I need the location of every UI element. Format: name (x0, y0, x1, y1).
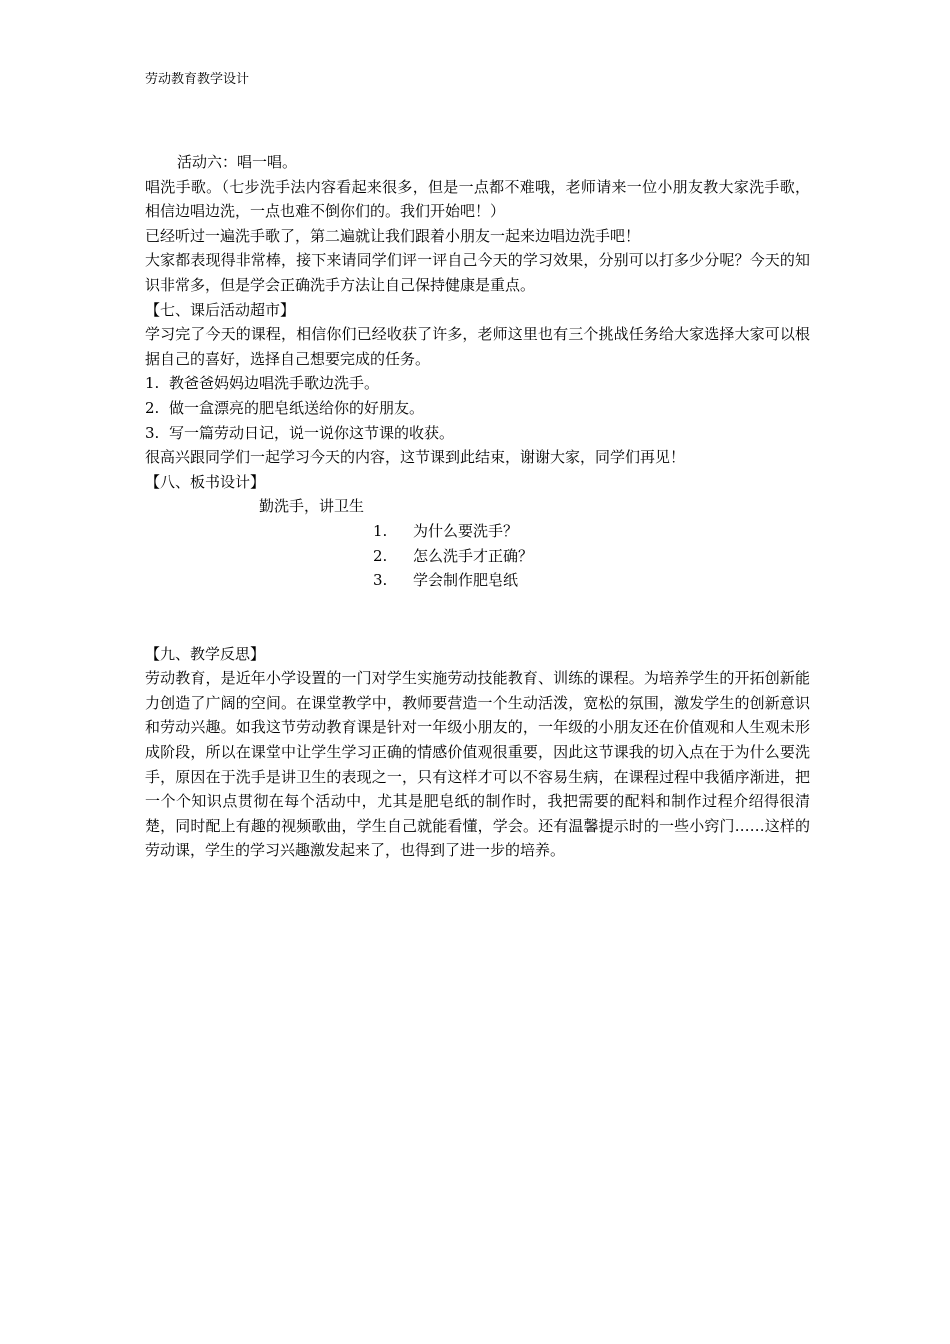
board-item (145, 544, 810, 569)
board-item-number: 2. (373, 546, 388, 565)
document-body (145, 150, 810, 863)
section-heading-9: 【九、教学反思】 (145, 644, 266, 663)
activity-paragraph-3: 大家都表现得非常棒，接下来请同学们评一评自己今天的学习效果，分别可以打多少分呢？今天的知识非常多，但是学会正确洗手方法让自己保持健康是重点。 (145, 251, 810, 294)
board-item (145, 519, 810, 544)
task-number: 3. (145, 423, 160, 442)
activity-paragraph-2: 已经听过一遍洗手歌了，第二遍就让我们跟着小朋友一起来边唱边洗手吧！ (145, 226, 641, 245)
section-heading-8: 【八、板书设计】 (145, 472, 266, 491)
task-text: 教爸爸妈妈边唱洗手歌边洗手。 (169, 374, 380, 393)
board-item-text: 学会制作肥皂纸 (413, 571, 519, 590)
board-item-text: 怎么洗手才正确？ (413, 546, 534, 565)
section-7-intro: 学习完了今天的课程，相信你们已经收获了许多，老师这里也有三个挑战任务给大家选择大家可以根据自己的喜好，选择自己想要完成的任务。 (145, 325, 810, 368)
task-item (145, 371, 810, 396)
board-item-number: 3. (373, 571, 388, 590)
page-header: 劳动教育教学设计 (145, 72, 250, 87)
task-item (145, 396, 810, 421)
activity-title: 活动六：唱一唱。 (177, 153, 298, 171)
reflection-paragraph: 劳动教育，是近年小学设置的一门对学生实施劳动技能教育、训练的课程。为培养学生的开拓创新能力创造了广阔的空间。在课堂教学中，教师要营造一个生动活泼，宽松的氛围，激发学生的创新意识和劳动兴趣。如我这节劳动教育课是针对一年级小朋友的，一年级的小朋友还在价值观和人生观未形成阶段，所以在课堂中让学生学习正确的情感价值观很重要，因此这节课我的切入点在于为什么要洗手，原因在于洗手是讲卫生的表现之一，只有这样才可以不容易生病，在课程过程中我循序渐进，把一个个知识点贯彻在每个活动中，尤其是肥皂纸的制作时，我把需要的配料和制作过程介绍得很清楚，同时配上有趣的视频歌曲，学生自己就能看懂，学会。还有温馨提示时的一些小窍门……这样的劳动课，学生的学习兴趣激发起来了，也得到了进一步的培养。 (145, 669, 810, 860)
task-number: 2. (145, 398, 160, 417)
activity-paragraph-1: 唱洗手歌。（七步洗手法内容看起来很多，但是一点都不难哦，老师请来一位小朋友教大家洗手歌，相信边唱边洗，一点也难不倒你们的。我们开始吧！） (145, 177, 810, 221)
board-title: 勤洗手，讲卫生 (259, 497, 365, 516)
board-item-text: 为什么要洗手？ (413, 521, 519, 540)
task-text: 做一盒漂亮的肥皂纸送给你的好朋友。 (169, 398, 425, 417)
task-number: 1. (145, 374, 160, 393)
task-item (145, 421, 810, 446)
task-text: 写一篇劳动日记，说一说你这节课的收获。 (169, 423, 455, 442)
section-heading-7: 【七、课后活动超市】 (145, 300, 296, 319)
closing-paragraph: 很高兴跟同学们一起学习今天的内容，这节课到此结束，谢谢大家，同学们再见！ (145, 448, 686, 467)
blank-spacer (145, 593, 810, 642)
board-item-number: 1. (373, 521, 388, 540)
board-item (145, 568, 810, 593)
